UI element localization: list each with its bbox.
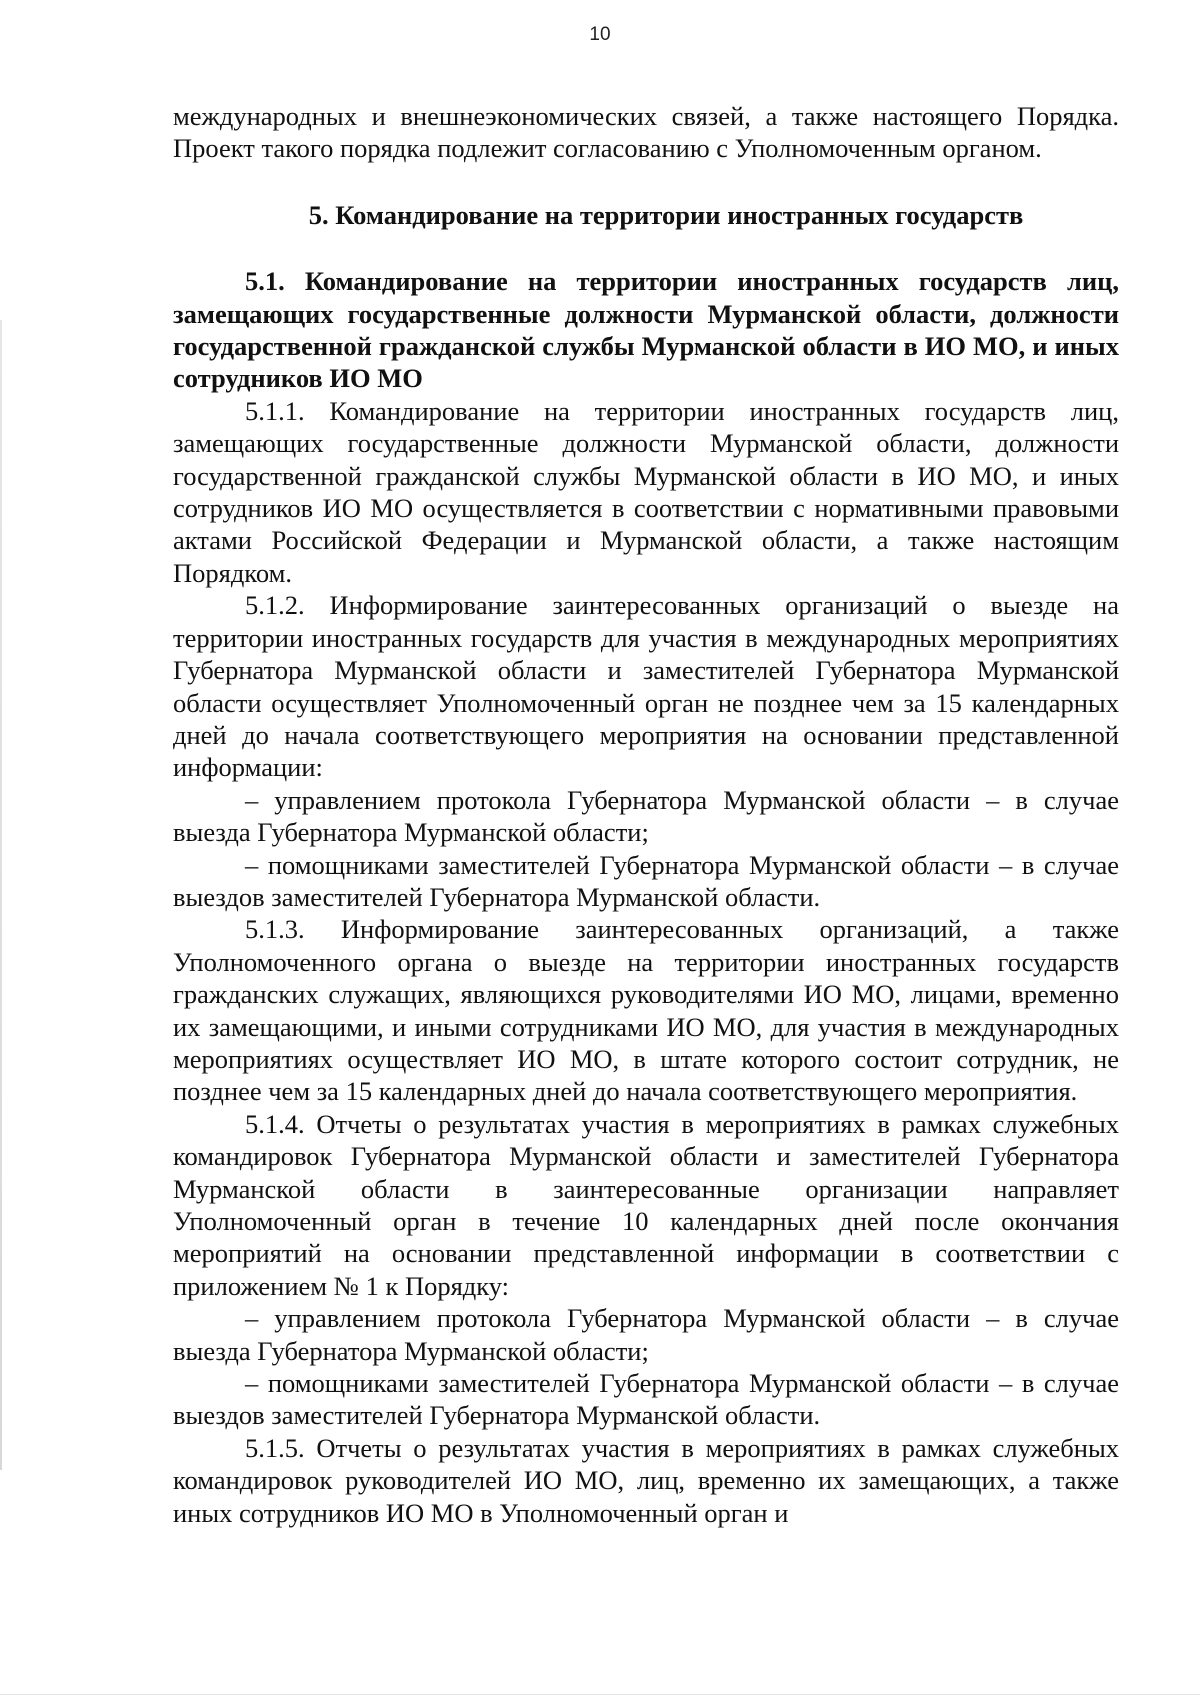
page-number: 10	[589, 24, 611, 45]
paragraph-5-1-5: 5.1.5. Отчеты о результатах участия в мероприятиях в рамках служебных командировок руководителей ИО МО, лиц, временно их замещающих, а также иных сотрудников ИО МО в Уполномоченный орган и	[173, 1432, 1119, 1528]
section-heading-5: 5. Командирование на территории иностранных государств	[308, 199, 1024, 230]
scan-edge-line	[0, 320, 2, 1470]
list-item-5-1-2-b: – помощниками заместителей Губернатора Мурманской области – в случае выездов заместителей Губернатора Мурманской области.	[173, 849, 1119, 912]
list-item-5-1-4-b: – помощниками заместителей Губернатора Мурманской области – в случае выездов заместителей Губернатора Мурманской области.	[173, 1368, 1119, 1431]
scan-bottom-edge	[0, 1694, 1200, 1695]
paragraph-5-1-4: 5.1.4. Отчеты о результатах участия в мероприятиях в рамках служебных командировок Губернатора Мурманской области и заместителей Губернатора Мурманской области в заинтересованные организации направляет Уполномоченный орган в течение 10 календарных дней после окончания мероприятий на основании представленной информации в соответствии с приложением № 1 к Порядку:	[173, 1108, 1119, 1301]
paragraph-5-1-2: 5.1.2. Информирование заинтересованных организаций о выезде на территории иностранных государств для участия в международных мероприятиях Губернатора Мурманской области и заместителей Губернатора Мурманской области осуществляет Уполномоченный орган не позднее чем за 15 календарных дней до начала соответствующего мероприятия на основании представленной информации:	[173, 590, 1119, 783]
document-body	[173, 100, 1119, 1529]
paragraph-continuation: международных и внешнеэкономических связей, а также настоящего Порядка. Проект такого порядка подлежит согласованию с Уполномоченным органом.	[173, 101, 1119, 164]
paragraph-5-1-3: 5.1.3. Информирование заинтересованных организаций, а также Уполномоченного органа о выезде на территории иностранных государств гражданских служащих, являющихся руководителями ИО МО, лицами, временно их замещающими, и иными сотрудниками ИО МО, для участия в международных мероприятиях осуществляет ИО МО, в штате которого состоит сотрудник, не позднее чем за 15 календарных дней до начала соответствующего мероприятия.	[173, 914, 1119, 1107]
list-item-5-1-2-a: – управлением протокола Губернатора Мурманской области – в случае выезда Губернатора Мурманской области;	[173, 784, 1119, 848]
subsection-heading-5-1: 5.1. Командирование на территории иностранных государств лиц, замещающих государственные должности Мурманской области, должности государственной гражданской службы Мурманской области в ИО МО, и иных сотрудников ИО МО	[173, 266, 1119, 394]
list-item-5-1-4-a: – управлением протокола Губернатора Мурманской области – в случае выезда Губернатора Мурманской области;	[173, 1303, 1119, 1366]
paragraph-5-1-1: 5.1.1. Командирование на территории иностранных государств лиц, замещающих государственные должности Мурманской области, должности государственной гражданской службы Мурманской области в ИО МО, и иных сотрудников ИО МО осуществляется в соответствии с нормативными правовыми актами Российской Федерации и Мурманской области, а также настоящим Порядком.	[173, 395, 1119, 588]
